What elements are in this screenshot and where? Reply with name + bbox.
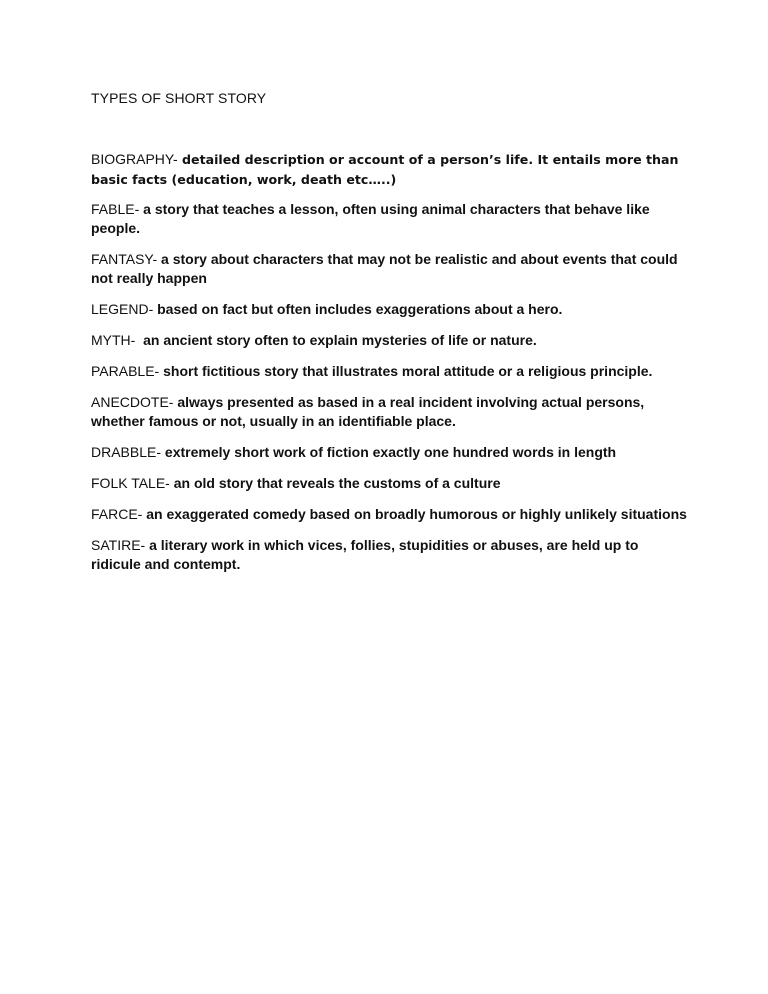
definition-text: an old story that reveals the customs of a culture	[169, 475, 501, 491]
definition-text: short fictitious story that illustrates moral attitude or a religious principle.	[159, 363, 653, 379]
document-title: TYPES OF SHORT STORY	[91, 90, 267, 106]
definition-text: extremely short work of fiction exactly one hundred words in length	[161, 444, 617, 460]
definition-text: an ancient story often to explain mysteries of life or nature.	[135, 332, 537, 348]
definition-item-myth	[91, 331, 691, 350]
definition-term: SATIRE-	[91, 537, 146, 553]
definition-text: always presented as based in a real incident involving actual persons, whether famous or not, usually in an identifiable place.	[91, 394, 645, 429]
definition-term: PARABLE-	[91, 363, 160, 379]
definition-term: DRABBLE-	[91, 444, 162, 460]
definition-item-drabble	[91, 443, 691, 462]
definition-item-anecdote	[91, 393, 691, 431]
definition-item-satire	[91, 536, 691, 574]
definition-item-legend	[91, 300, 691, 319]
definition-term: LEGEND-	[91, 301, 154, 317]
definition-text: based on fact but often includes exaggerations about a hero.	[153, 301, 563, 317]
definition-term: ANECDOTE-	[91, 394, 174, 410]
definition-item-folk-tale	[91, 474, 691, 493]
definition-term: MYTH-	[91, 332, 136, 348]
definition-text: a story about characters that may not be realistic and about events that could not really happen	[91, 251, 678, 286]
definition-item-farce	[91, 505, 691, 524]
definition-item-fable	[91, 200, 691, 238]
definition-item-fantasy	[91, 250, 691, 288]
definition-item-parable	[91, 362, 691, 381]
definition-term: FABLE-	[91, 201, 140, 217]
definition-text: a story that teaches a lesson, often using animal characters that behave like people.	[91, 201, 650, 236]
definition-term: FANTASY-	[91, 251, 158, 267]
definition-term: FOLK TALE-	[91, 475, 170, 491]
definition-item-biography	[91, 150, 691, 189]
definition-term: FARCE-	[91, 506, 143, 522]
definition-text: a literary work in which vices, follies, stupidities or abuses, are held up to ridicule and contempt.	[91, 537, 639, 572]
definition-text: detailed description or account of a person’s life. It entails more than basic facts (education, work, death etc…..)	[91, 152, 679, 187]
definition-text: an exaggerated comedy based on broadly humorous or highly unlikely situations	[142, 506, 687, 522]
definition-list	[91, 150, 691, 586]
definition-term: BIOGRAPHY-	[91, 151, 178, 167]
